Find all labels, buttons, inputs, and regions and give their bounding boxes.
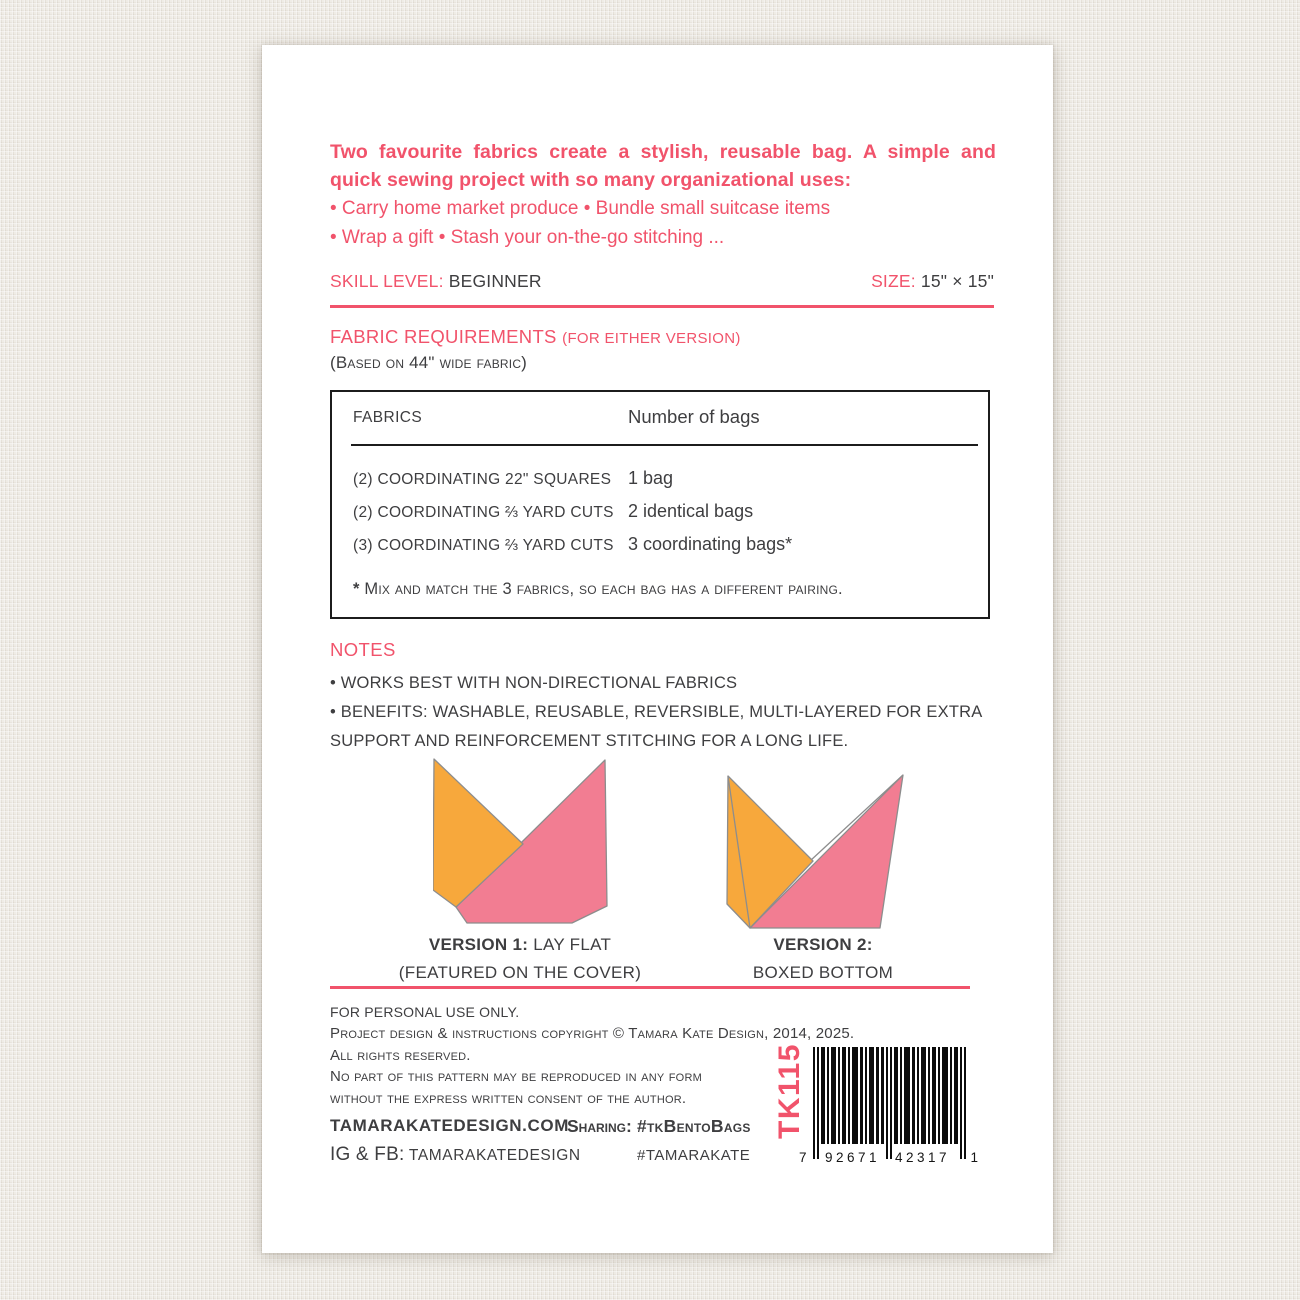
barcode [799, 1047, 978, 1167]
table-row [353, 530, 973, 563]
fabric-requirements-heading [330, 326, 741, 348]
version1-name-bold: VERSION 1: [428, 935, 529, 954]
barcode-digit-left: 7 [799, 1150, 807, 1165]
barcode-digits-group1: 92671 [824, 1150, 881, 1165]
table-cell-fabrics: (2) COORDINATING 22" SQUARES [353, 471, 612, 488]
intro-bullets [330, 195, 996, 252]
legal-line: without the express written consent of the author. [330, 1089, 687, 1107]
website-url: TAMARAKATEDESIGN.COM [330, 1116, 569, 1135]
note-item: • WORKS BEST WITH NON-DIRECTIONAL FABRICS [330, 674, 738, 692]
fabric-requirements-title: FABRIC REQUIREMENTS [330, 326, 557, 347]
notes-heading: NOTES [330, 639, 396, 660]
version2-diagram [725, 765, 905, 930]
table-footnote [353, 580, 843, 599]
bag-lay-flat-illustration [433, 753, 613, 925]
pattern-back-cover [262, 45, 1053, 1253]
legal-line: Project design & instructions copyright © Tamara Kate Design, 2014, 2025. [330, 1025, 855, 1043]
barcode-bars [813, 1047, 966, 1159]
social-label: IG & FB: [330, 1144, 405, 1165]
table-cell-bags: 3 coordinating bags* [628, 534, 793, 554]
size [871, 271, 994, 292]
version1-subtitle: (FEATURED ON THE COVER) [398, 963, 642, 982]
table-header-fabrics: FABRICS [353, 409, 423, 426]
skill-level-value: BEGINNER [448, 271, 542, 291]
table-cell-bags: 1 bag [628, 468, 674, 488]
legal-line: FOR PERSONAL USE ONLY. [330, 1004, 520, 1020]
table-cell-bags: 2 identical bags [628, 501, 754, 521]
sharing-label: Sharing: [567, 1116, 632, 1136]
version1-name-rest: LAY FLAT [528, 935, 612, 954]
version1-name [360, 931, 680, 959]
version2-name [663, 931, 983, 959]
version1-diagram [433, 753, 613, 925]
divider-rule-top [330, 305, 994, 308]
skill-level-label: SKILL LEVEL: [330, 271, 444, 291]
table-header-rule [351, 444, 978, 446]
version1-label [360, 931, 680, 987]
table-cell-fabrics: (2) COORDINATING ⅔ YARD CUTS [353, 504, 614, 521]
size-value: 15" × 15" [920, 271, 994, 291]
fabric-width-note: (Based on 44" wide fabric) [330, 353, 528, 372]
fabric-requirements-paren: (FOR EITHER VERSION) [562, 330, 741, 347]
version2-subtitle: BOXED BOTTOM [752, 963, 894, 982]
barcode-digits-group2: 42317 [894, 1150, 951, 1165]
barcode-digit-right: 1 [970, 1150, 978, 1165]
table-header-bags: Number of bags [628, 406, 760, 427]
table-row [353, 464, 973, 497]
version2-name-bold: VERSION 2: [773, 935, 873, 954]
bag-boxed-bottom-illustration [725, 765, 905, 930]
skill-level [330, 271, 542, 292]
skill-size-row [330, 271, 994, 292]
version2-label [663, 931, 983, 987]
product-code: TK115 [773, 1043, 806, 1139]
legal-line: All rights reserved. [330, 1046, 471, 1064]
social-handle: TAMARAKATEDESIGN [408, 1147, 581, 1164]
fabric-table [330, 390, 990, 619]
intro-bullet-line-1: • Carry home market produce • Bundle small suitcase items [330, 198, 831, 219]
divider-rule-bottom [330, 986, 970, 989]
footnote-text: Mix and match the 3 fabrics, so each bag has a different pairing. [364, 580, 843, 598]
legal-line: No part of this pattern may be reproduced in any form [330, 1068, 702, 1086]
table-cell-fabrics: (3) COORDINATING ⅔ YARD CUTS [353, 537, 614, 554]
note-item: • BENEFITS: WASHABLE, REUSABLE, REVERSIBLE, MULTI-LAYERED FOR EXTRA SUPPORT AND REINFORCEMENT STITCHING FOR A LONG LIFE. [330, 703, 982, 750]
footnote-marker: * [353, 580, 360, 598]
sharing-hashtag: #tkBentoBags [637, 1116, 751, 1136]
intro-headline: Two favourite fabrics create a stylish, reusable bag. A simple and quick sewing project with so many organizational uses: [330, 141, 996, 191]
size-label: SIZE: [871, 271, 916, 291]
table-row [353, 497, 973, 530]
intro-bullet-line-2: • Wrap a gift • Stash your on-the-go stitching ... [330, 226, 725, 248]
social-hashtag: #TAMARAKATE [637, 1147, 751, 1164]
